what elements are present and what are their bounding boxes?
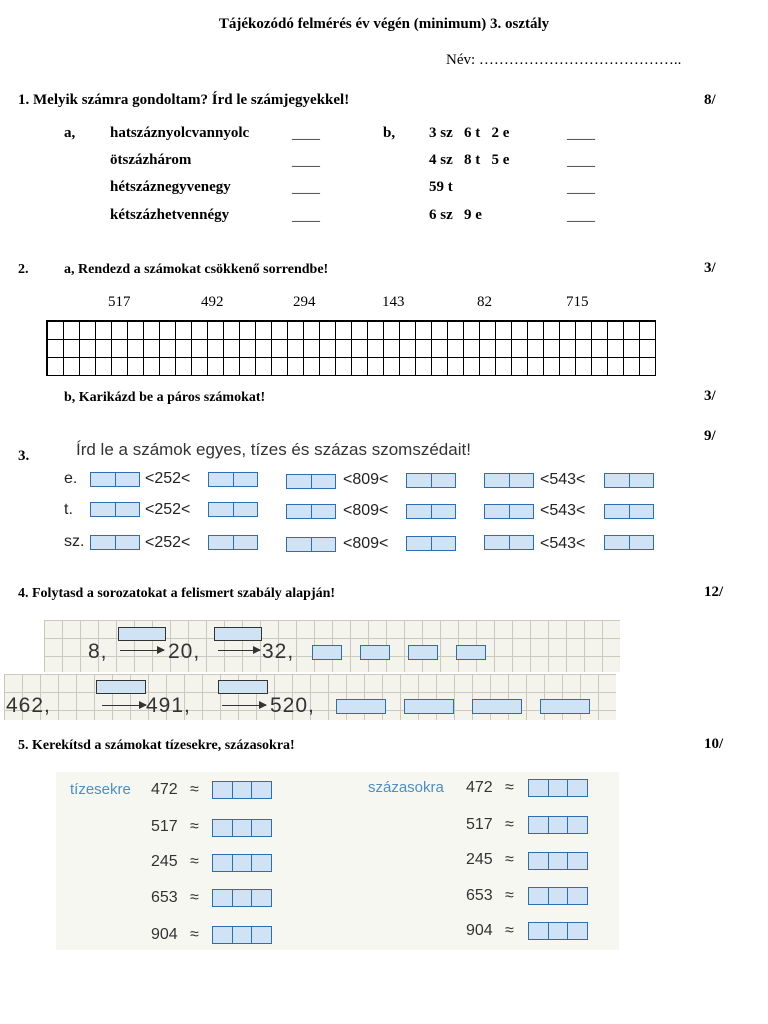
neighbor-number: <252< <box>145 470 191 487</box>
answer-box[interactable] <box>212 781 272 799</box>
rule-box[interactable] <box>214 627 262 641</box>
arrow-icon <box>222 705 266 706</box>
task2-heading-a: a, Rendezd a számokat csökkenő sorrendbe! <box>64 262 329 277</box>
answer-box[interactable] <box>408 645 438 660</box>
answer-blank[interactable]: ____ <box>292 154 320 169</box>
arrow-icon <box>102 705 146 706</box>
answer-box[interactable] <box>528 816 588 834</box>
task1-a-item: kétszázhetvennégy <box>110 207 230 223</box>
answer-box[interactable] <box>528 887 588 905</box>
neighbor-number: <543< <box>540 471 586 488</box>
answer-box[interactable] <box>604 473 654 488</box>
approx-sign: ≈ <box>190 781 199 798</box>
rule-box[interactable] <box>118 627 166 641</box>
answer-box[interactable] <box>212 854 272 872</box>
row-label: sz. <box>64 533 85 550</box>
round-number: 517 <box>151 818 178 835</box>
task4-heading: 4. Folytasd a sorozatokat a felismert szabály alapján! <box>18 586 336 601</box>
sequence-number: 520, <box>270 694 315 717</box>
neighbor-number: <809< <box>343 502 389 519</box>
answer-box[interactable] <box>604 535 654 550</box>
neighbor-number: <252< <box>145 534 191 551</box>
round-number: 472 <box>466 779 493 796</box>
sequence-number: 491, <box>146 694 191 717</box>
approx-sign: ≈ <box>190 818 199 835</box>
answer-box[interactable] <box>286 504 336 519</box>
task4-points: 12/ <box>704 584 724 600</box>
answer-box[interactable] <box>212 926 272 944</box>
answer-box[interactable] <box>406 504 456 519</box>
answer-box[interactable] <box>484 535 534 550</box>
sort-number: 143 <box>382 294 405 310</box>
task1-b-item: 6 sz 9 e <box>429 207 482 223</box>
task5-heading: 5. Kerekítsd a számokat tízesekre, százasokra! <box>18 738 295 753</box>
sequence-number: 20, <box>168 640 201 663</box>
sort-number: 294 <box>293 294 316 310</box>
approx-sign: ≈ <box>505 816 514 833</box>
sequence-number: 32, <box>262 640 295 663</box>
round-number: 517 <box>466 816 493 833</box>
answer-box[interactable] <box>472 699 522 714</box>
approx-sign: ≈ <box>190 853 199 870</box>
answer-box[interactable] <box>456 645 486 660</box>
answer-box[interactable] <box>604 504 654 519</box>
answer-grid[interactable] <box>46 320 656 376</box>
task1-b-item: 59 t <box>429 179 453 195</box>
round-number: 653 <box>466 887 493 904</box>
sort-number: 492 <box>201 294 224 310</box>
sequence-number: 462, <box>6 694 51 717</box>
task1-a-item: hatszáznyolcvannyolc <box>110 125 250 141</box>
answer-blank[interactable]: ____ <box>292 181 320 196</box>
approx-sign: ≈ <box>505 779 514 796</box>
task3-points: 9/ <box>704 428 716 444</box>
round-number: 472 <box>151 781 178 798</box>
approx-sign: ≈ <box>505 922 514 939</box>
answer-box[interactable] <box>312 645 342 660</box>
sort-number: 715 <box>566 294 589 310</box>
answer-box[interactable] <box>208 535 258 550</box>
neighbor-number: <543< <box>540 535 586 552</box>
task1-b-item: 3 sz 6 t 2 e <box>429 125 510 141</box>
task1-a-item: ötszázhárom <box>110 152 192 168</box>
answer-blank[interactable]: ____ <box>567 209 595 224</box>
task1-b-item: 4 sz 8 t 5 e <box>429 152 510 168</box>
answer-box[interactable] <box>406 473 456 488</box>
answer-box[interactable] <box>484 504 534 519</box>
answer-box[interactable] <box>336 699 386 714</box>
answer-blank[interactable]: ____ <box>567 181 595 196</box>
answer-box[interactable] <box>528 922 588 940</box>
sequence-number: 8, <box>88 640 108 663</box>
answer-box[interactable] <box>360 645 390 660</box>
answer-blank[interactable]: ____ <box>567 127 595 142</box>
answer-box[interactable] <box>212 819 272 837</box>
round-number: 245 <box>466 851 493 868</box>
round-number: 904 <box>151 926 178 943</box>
task1-heading: 1. Melyik számra gondoltam? Írd le számjegyekkel! <box>18 92 350 108</box>
neighbor-number: <252< <box>145 501 191 518</box>
task3-instruction: Írd le a számok egyes, tízes és százas szomszédait! <box>76 440 471 459</box>
neighbor-number: <543< <box>540 502 586 519</box>
task2-heading-b: b, Karikázd be a páros számokat! <box>64 390 266 405</box>
round-number: 653 <box>151 889 178 906</box>
round-number: 904 <box>466 922 493 939</box>
answer-box[interactable] <box>406 536 456 551</box>
answer-box[interactable] <box>484 473 534 488</box>
answer-blank[interactable]: ____ <box>292 127 320 142</box>
answer-box[interactable] <box>528 779 588 797</box>
answer-box[interactable] <box>90 502 140 517</box>
name-field[interactable]: Név: ………………………………….. <box>446 52 682 68</box>
round-number: 245 <box>151 853 178 870</box>
answer-box[interactable] <box>528 852 588 870</box>
answer-blank[interactable]: ____ <box>292 209 320 224</box>
task2-points-a: 3/ <box>704 260 716 276</box>
answer-box[interactable] <box>540 699 590 714</box>
approx-sign: ≈ <box>505 887 514 904</box>
row-label: t. <box>64 501 73 518</box>
answer-box[interactable] <box>208 502 258 517</box>
rule-box[interactable] <box>96 680 146 694</box>
hundreds-label: százasokra <box>368 779 444 796</box>
row-label: e. <box>64 470 78 487</box>
task3-number: 3. <box>18 448 30 464</box>
approx-sign: ≈ <box>190 926 199 943</box>
answer-box[interactable] <box>404 699 454 714</box>
task5-points: 10/ <box>704 736 724 752</box>
answer-blank[interactable]: ____ <box>567 154 595 169</box>
answer-box[interactable] <box>212 889 272 907</box>
sort-number: 82 <box>477 294 492 310</box>
answer-box[interactable] <box>90 535 140 550</box>
arrow-icon <box>120 650 164 651</box>
answer-box[interactable] <box>208 472 258 487</box>
approx-sign: ≈ <box>190 889 199 906</box>
task2-points-b: 3/ <box>704 388 716 404</box>
task1-a-label: a, <box>64 125 76 141</box>
task1-points: 8/ <box>704 92 716 108</box>
tens-label: tízesekre <box>70 781 131 798</box>
arrow-icon <box>218 650 260 651</box>
neighbor-number: <809< <box>343 535 389 552</box>
task1-a-item: hétszáznegyvenegy <box>110 179 231 195</box>
task1-b-label: b, <box>383 125 396 141</box>
task2-number: 2. <box>18 262 29 277</box>
rule-box[interactable] <box>218 680 268 694</box>
answer-box[interactable] <box>286 537 336 552</box>
neighbor-number: <809< <box>343 471 389 488</box>
answer-box[interactable] <box>286 474 336 489</box>
page-title: Tájékozódó felmérés év végén (minimum) 3. osztály <box>218 16 550 32</box>
answer-box[interactable] <box>90 472 140 487</box>
approx-sign: ≈ <box>505 851 514 868</box>
sort-number: 517 <box>108 294 131 310</box>
